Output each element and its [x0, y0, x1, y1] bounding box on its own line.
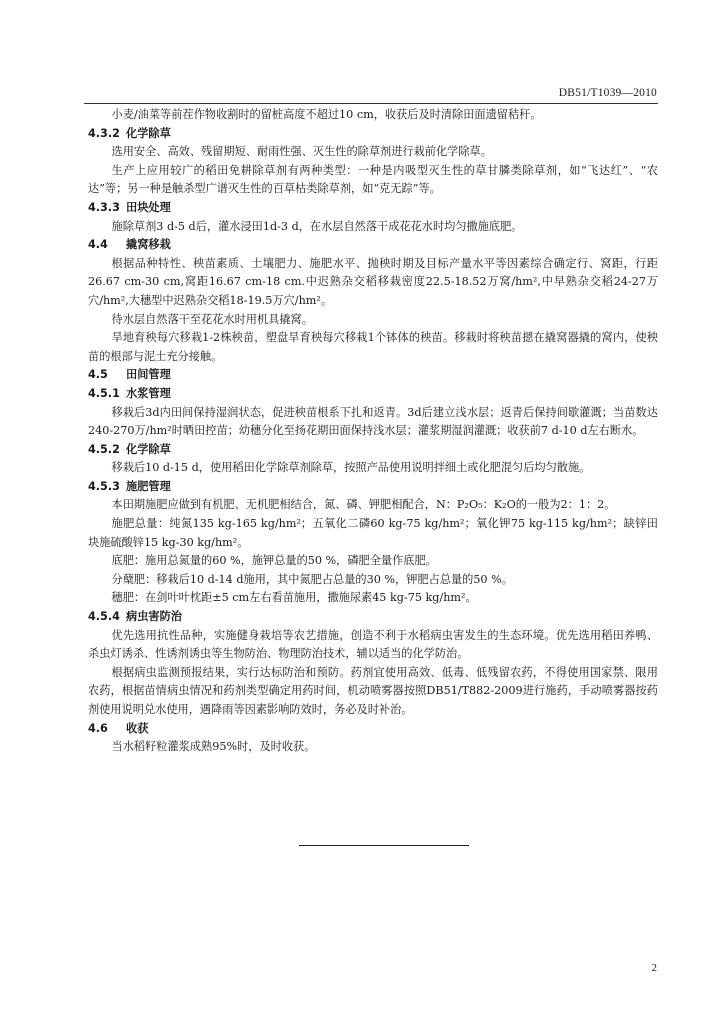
section-number: 4.5: [88, 368, 108, 382]
section-title: 田间管理: [126, 368, 171, 382]
page-number: 2: [651, 962, 657, 974]
paragraph-herbicide-select: 选用安全、高效、残留期短、耐雨性强、灭生性的除草剂进行栽前化学除草。: [111, 145, 492, 159]
end-rule: [299, 845, 469, 846]
section-title: 田块处理: [126, 200, 171, 214]
paragraph-panicle-fertilizer: 穗肥：在剑叶叶枕距±5 cm左右看苗施用，撒施尿素45 kg-75 kg/hm²。: [111, 591, 477, 605]
section-number: 4.5.4: [88, 610, 120, 624]
section-title: 施肥管理: [126, 479, 171, 493]
heading-4-3-2: [88, 125, 658, 144]
section-title: 化学除草: [126, 126, 171, 140]
paragraph-prying: 待水层自然落干至花花水时用机具撬窝。: [111, 312, 313, 326]
section-number: 4.3.2: [88, 126, 120, 140]
heading-4-5: [88, 366, 658, 385]
paragraph-fertilizer-total: 施肥总量：纯氮135 kg-165 kg/hm²；五氧化二磷60 kg-75 kg/hm²；氧化钾75 kg-115 kg/hm²；缺锌田块施硫酸锌15 kg-30 kg/hm²。: [88, 517, 658, 549]
paragraph-pest-forecast: 根据病虫监测预报结果，实行达标防治和预防。药剂宜使用高效、低毒、低残留农药，不得使用国家禁、限用农药，根据苗情病虫情况和药剂类型确定用药时间，机动喷雾器按照DB51/T882-2009进行施药，手动喷雾器按药剂使用说明兑水使用，遇降雨等因素影响防效时，务必及时补治。: [88, 665, 658, 716]
section-title: 水浆管理: [126, 386, 171, 400]
paragraph-seedling-transplant: 旱地育秧每穴移栽1-2株秧苗，塑盘旱育秧每穴移栽1个钵体的秧苗。移栽时将秧苗摁在撬窝器撬的窝内，使秧苗的根部与泥土充分接触。: [88, 331, 658, 363]
section-number: 4.4: [88, 238, 108, 252]
section-title: 化学除草: [126, 442, 171, 456]
heading-4-4: [88, 236, 658, 255]
heading-4-5-3: [88, 478, 658, 497]
paragraph-straw-removal: 小麦/油菜等前茬作物收割时的留桩高度不超过10 cm，收获后及时清除田面遗留秸秆。: [111, 108, 542, 121]
paragraph-base-fertilizer: 底肥：施用总氮量的60 %，施钾总量的50 %，磷肥全量作底肥。: [111, 554, 437, 568]
section-number: 4.3.3: [88, 200, 120, 214]
heading-4-3-3: [88, 199, 658, 218]
section-number: 4.5.2: [88, 442, 120, 456]
section-title: 撬窝移栽: [126, 238, 171, 252]
paragraph-water-management: 移栽后3d内田间保持湿润状态，促进秧苗根系下扎和返青。3d后建立浅水层；返青后保持间歇灌溉；当苗数达240-270万/hm²时晒田控苗；幼穗分化至扬花期田面保持浅水层；灌浆期湿润灌溉；收获前7 d-10 d左右断水。: [88, 405, 658, 438]
heading-4-5-1: [88, 385, 658, 404]
heading-4-6: [88, 720, 658, 739]
paragraph-post-weeding: 移栽后10 d-15 d，使用稻田化学除草剂除草，按照产品使用说明拌细土或化肥混匀后均匀散施。: [111, 461, 591, 475]
header-rule: [84, 103, 658, 104]
paragraph-harvest: 当水稻籽粒灌浆成熟95%时，及时收获。: [111, 740, 316, 754]
section-title: 收获: [126, 721, 149, 735]
paragraph-planting-density: 根据品种特性、秧苗素质、土壤肥力、施肥水平、抛秧时期及目标产量水平等因素综合确定行、窝距，行距26.67 cm-30 cm,窝距16.67 cm-18 cm.中迟熟杂交稻移栽密度22.5-18.52万窝/hm²,中早熟杂交稻24-27万穴/hm²,大穗型中迟熟杂交稻18-19.5万穴/hm²。: [88, 256, 658, 307]
paragraph-herbicide-types: 生产上应用较广的稻田免耕除草剂有两种类型：一种是内吸型灭生性的草甘膦类除草剂，如“飞达红”、“农达”等；另一种是触杀型广谱灭生性的百草枯类除草剂，如“克无踪”等。: [88, 163, 658, 196]
paragraph-pest-priority: 优先选用抗性品种，实施健身栽培等农艺措施，创造不利于水稻病虫害发生的生态环境。优先选用稻田养鸭、杀虫灯诱杀、性诱剂诱虫等生物防治、物理防治技术，辅以适当的化学防治。: [88, 628, 658, 661]
section-number: 4.5.3: [88, 479, 120, 493]
heading-4-5-2: [88, 441, 658, 460]
section-number: 4.5.1: [88, 386, 120, 400]
heading-4-5-4: [88, 608, 658, 627]
document-body: [88, 106, 658, 757]
paragraph-field-treatment: 施除草剂3 d-5 d后，灌水浸田1d-3 d，在水层自然落干成花花水时均匀撒施底肥。: [111, 219, 523, 233]
section-number: 4.6: [88, 721, 108, 735]
paragraph-fertilizer-ratio: 本田期施肥应做到有机肥、无机肥相结合，氮、磷、钾肥相配合，N：P₂O₅：K₂O的一般为2：1：2。: [111, 498, 616, 512]
document-code: DB51/T1039—2010: [558, 87, 657, 99]
section-title: 病虫害防治: [126, 610, 182, 624]
paragraph-tiller-fertilizer: 分蘖肥：移栽后10 d-14 d施用，其中氮肥占总量的30 %，钾肥占总量的50 %。: [111, 572, 513, 586]
